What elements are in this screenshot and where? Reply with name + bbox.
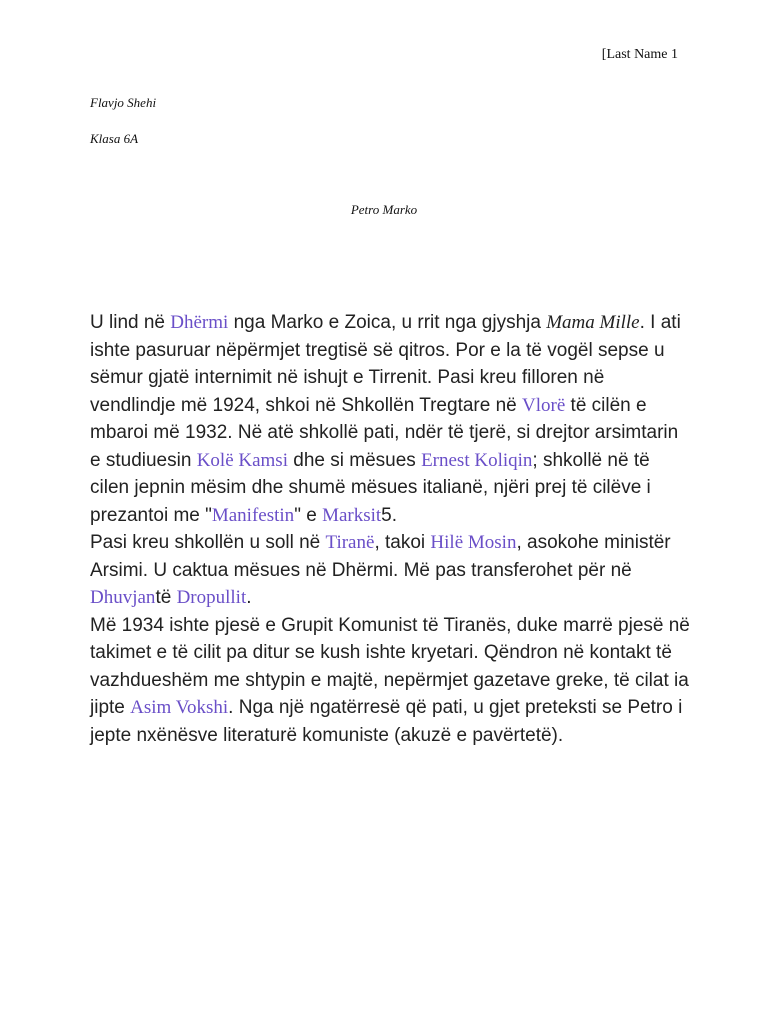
link-kole-kamsi[interactable]: Kolë Kamsi — [196, 449, 288, 471]
text-run: , takoi — [374, 532, 431, 553]
link-vlore[interactable]: Vlorë — [522, 394, 566, 416]
link-tirane[interactable]: Tiranë — [325, 532, 375, 553]
text-run: , asokohe ministër Arsimi. U caktua mësues në Dhërmi. Më pas transferohet për në — [90, 532, 671, 581]
text-run: të cilën e mbaroi më 1932. Në atë shkollë pati, ndër të tjerë, si drejtor arsimtarin e studiuesin — [90, 394, 679, 471]
author-name: Flavjo Shehi — [90, 95, 157, 110]
text-run: . I ati ishte pasuruar nëpërmjet tregtisë së qitros. Por e la të vogël sepse u sëmur gjatë internimit në ishujt e Tirrenit. Pasi kreu filloren në vendlindje më 1924, shkoi në Shkollën Tregtare në — [90, 312, 681, 416]
link-dropullit[interactable]: Dropullit — [176, 587, 247, 608]
text-run: . — [246, 587, 252, 608]
link-hile-mosin[interactable]: Hilë Mosin — [430, 532, 517, 553]
text-run: të — [155, 587, 177, 608]
text-run: ; shkollë në të cilen jepnin mësim dhe shumë mësues italianë, njëri prej të cilëve i prezantoi me " — [90, 449, 651, 526]
page-number: 1 — [671, 47, 678, 62]
paragraph-3 — [90, 612, 690, 750]
link-asim-vokshi[interactable]: Asim Vokshi — [130, 697, 229, 718]
text-run: dhe si mësues — [287, 449, 422, 471]
text-run: Më 1934 ishte pjesë e Grupit Komunist të Tiranës, duke marrë pjesë në takimet e të cilit pa ditur se kush ishte kryetari. Qëndron në kontakt të vazhdueshëm me shtypin e majtë, nepërmjet gazetave greke, të cilat ia jipte — [90, 614, 690, 718]
paragraph-2 — [90, 529, 690, 612]
class-label: Klasa 6A — [90, 131, 139, 146]
text-run: " e — [294, 504, 323, 526]
text-run: nga Marko e Zoica, u rrit nga gjyshja — [228, 312, 547, 333]
body-text — [90, 309, 690, 749]
link-dhuvjan[interactable]: Dhuvjan — [90, 587, 156, 608]
link-marksit[interactable]: Marksit — [322, 504, 382, 526]
link-manifestin[interactable]: Manifestin — [211, 504, 295, 526]
link-ernest-koliqin[interactable]: Ernest Koliqin — [421, 449, 533, 471]
text-run: 5. — [381, 504, 398, 526]
text-run: Pasi kreu shkollën u soll në — [90, 532, 326, 553]
italic-name: Mama Mille — [546, 312, 640, 333]
running-header — [602, 47, 678, 63]
link-dhermi[interactable]: Dhërmi — [170, 312, 229, 333]
text-run: . Nga një ngatërresë që pati, u gjet preteksti se Petro i jepte nxënësve literaturë komuniste (akuzë e pavërtetë). — [90, 697, 683, 746]
paragraph-1 — [90, 309, 690, 529]
document-title: Petro Marko — [350, 202, 418, 217]
text-run: U lind në — [90, 312, 171, 333]
running-head-text: [Last Name — [601, 47, 668, 62]
